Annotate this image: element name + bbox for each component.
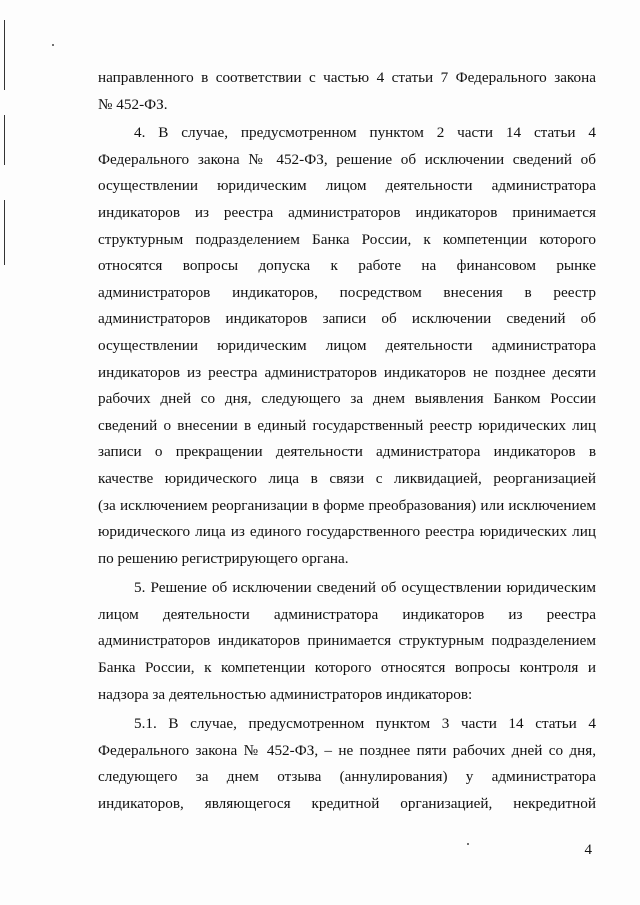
scan-edge-mark-lower (4, 200, 5, 265)
text-line: администраторов индикаторов записи об исключении сведений об (98, 310, 596, 328)
text-line: лицом деятельности администратора индикаторов из реестра (98, 605, 596, 623)
text-line: администраторов индикаторов, посредством внесения в реестр (98, 283, 596, 301)
text-line: сведений о внесении в единый государственный реестр юридических лиц (98, 416, 596, 434)
text-line: юридического лица из единого государственного реестра юридических лиц (98, 523, 596, 541)
text-line: относятся вопросы допуска к работе на финансовом рынке (98, 257, 596, 275)
text-line: Федерального закона № 452-ФЗ, решение об исключении сведений об (98, 150, 596, 168)
paragraph-start-line: 5. Решение об исключении сведений об осуществлении юридическим (134, 579, 596, 597)
text-line: индикаторов, являющегося кредитной организацией, некредитной (98, 795, 596, 813)
text-line: Федерального закона № 452-ФЗ, – не позднее пяти рабочих дней со дня, (98, 741, 596, 759)
text-line: рабочих дней со дня, следующего за днем выявления Банком России (98, 390, 596, 408)
text-line: осуществлении юридическим лицом деятельности администратора (98, 177, 596, 195)
text-line: надзора за деятельностью администраторов индикаторов: (98, 685, 473, 703)
text-line: по решению регистрирующего органа. (98, 549, 349, 567)
text-line: администраторов индикаторов принимается структурным подразделением (98, 632, 596, 650)
text-line: № 452-ФЗ. (98, 95, 168, 113)
scan-edge-mark-top (4, 20, 5, 90)
text-line: качестве юридического лица в связи с ликвидацией, реорганизацией (98, 469, 596, 487)
text-line: Банка России, к компетенции которого относятся вопросы контроля и (98, 659, 596, 677)
scan-speck-bottom (467, 843, 469, 845)
text-line: индикаторов из реестра администраторов индикаторов не позднее десяти (98, 363, 596, 381)
text-line: (за исключением реорганизации в форме преобразования) или исключением (98, 496, 596, 514)
text-line: следующего за днем отзыва (аннулирования) у администратора (98, 768, 596, 786)
text-line: индикаторов из реестра администраторов индикаторов принимается (98, 203, 596, 221)
scan-speck-top (52, 44, 54, 46)
text-line: записи о прекращении деятельности администратора индикаторов в (98, 443, 596, 461)
scan-edge-mark-middle (4, 115, 5, 165)
text-line: осуществлении юридическим лицом деятельности администратора (98, 336, 596, 354)
page-number: 4 (584, 842, 592, 858)
paragraph-start-line: 5.1. В случае, предусмотренном пунктом 3 части 14 статьи 4 (134, 715, 596, 733)
text-line: структурным подразделением Банка России, к компетенции которого (98, 230, 596, 248)
paragraph-start-line: 4. В случае, предусмотренном пунктом 2 части 14 статьи 4 (134, 124, 596, 142)
document-body (98, 65, 596, 818)
text-line: направленного в соответствии с частью 4 статьи 7 Федерального закона (98, 69, 596, 86)
